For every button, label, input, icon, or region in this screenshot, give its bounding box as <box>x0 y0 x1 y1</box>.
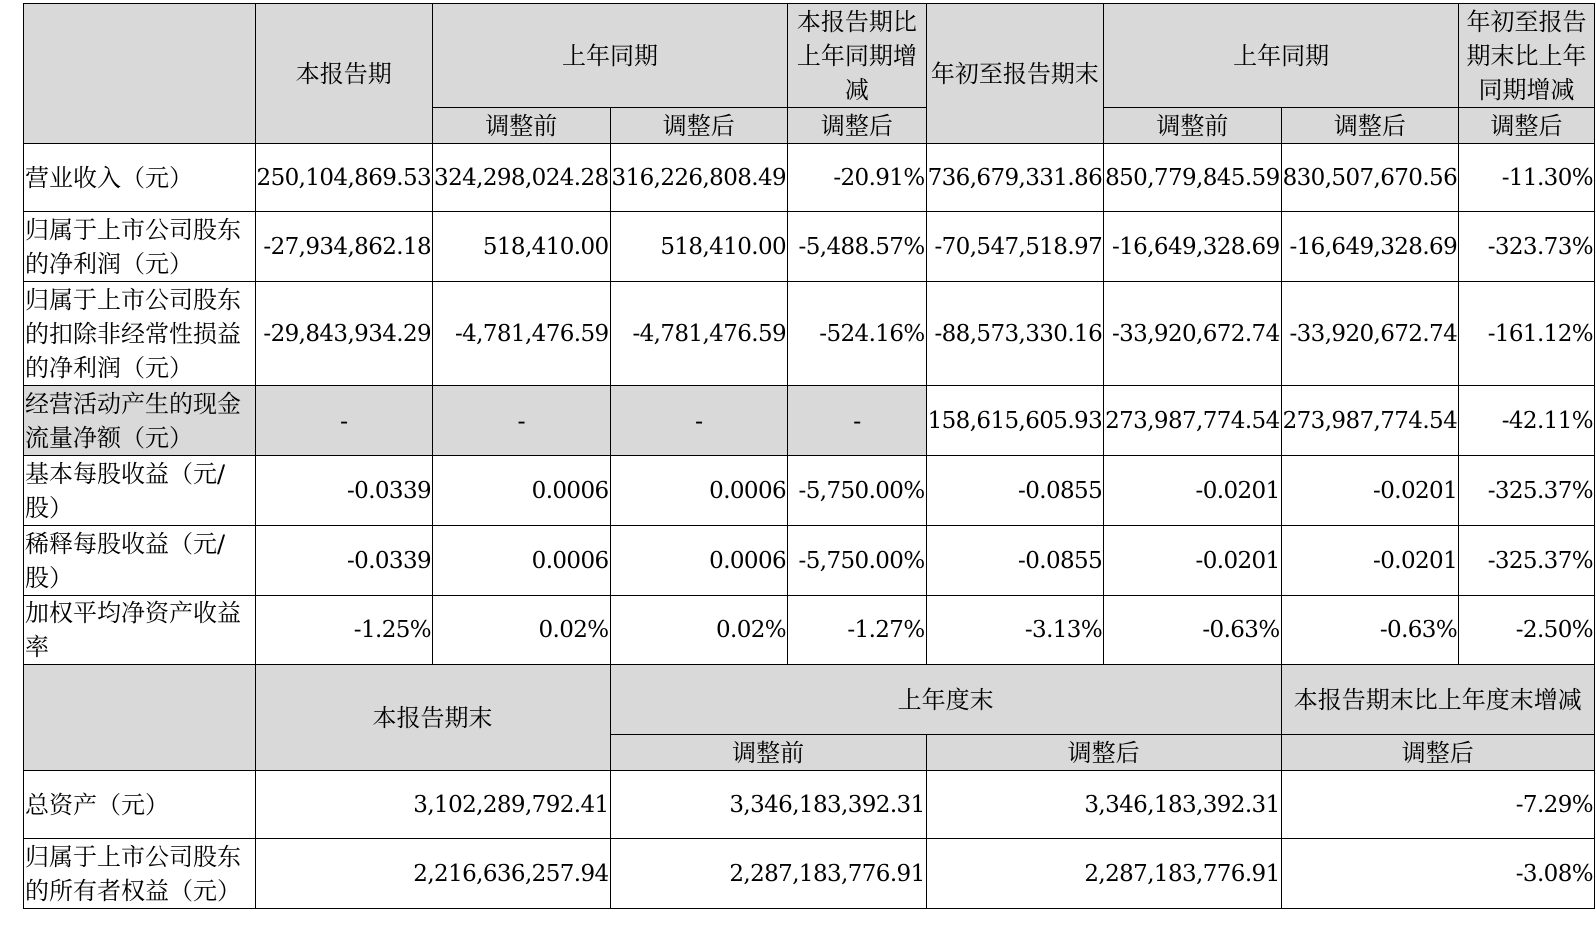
col-subheader-balance-before-adj: 调整前 <box>610 735 926 771</box>
balance-header-corner-cell <box>24 665 256 771</box>
table-cell: -0.0855 <box>926 526 1104 596</box>
table-cell: -3.13% <box>926 596 1104 665</box>
table-cell: -4,781,476.59 <box>610 282 788 386</box>
table-cell: -33,920,672.74 <box>1104 282 1282 386</box>
col-header-period-change: 本报告期比上年同期增减 <box>788 4 927 108</box>
col-header-ytd-last-year: 上年同期 <box>1104 4 1459 108</box>
table-cell: 518,410.00 <box>433 212 611 282</box>
table-cell: 2,287,183,776.91 <box>610 839 926 909</box>
col-header-period-end-change: 本报告期末比上年度末增减 <box>1281 665 1594 735</box>
table-cell: -5,488.57% <box>788 212 927 282</box>
table-cell: -0.0339 <box>255 526 433 596</box>
table-cell: -0.0201 <box>1281 456 1459 526</box>
table-cell: 250,104,869.53 <box>255 144 433 212</box>
table-cell: -4,781,476.59 <box>433 282 611 386</box>
col-subheader-before-adj: 调整前 <box>433 108 611 144</box>
table-row <box>24 771 1595 839</box>
financial-data-table <box>23 3 1595 909</box>
row-label: 稀释每股收益（元/股） <box>24 526 256 596</box>
table-cell: -27,934,862.18 <box>255 212 433 282</box>
table-cell: - <box>433 386 611 456</box>
table-cell: 3,346,183,392.31 <box>926 771 1281 839</box>
col-header-period-end: 本报告期末 <box>255 665 610 771</box>
table-cell: - <box>788 386 927 456</box>
col-header-current-period: 本报告期 <box>255 4 433 144</box>
col-subheader-ytd-before-adj: 调整前 <box>1104 108 1282 144</box>
table-cell: 0.0006 <box>433 456 611 526</box>
row-label: 归属于上市公司股东的所有者权益（元） <box>24 839 256 909</box>
table-cell: -29,843,934.29 <box>255 282 433 386</box>
header-row <box>24 4 1595 108</box>
balance-header-row <box>24 665 1595 735</box>
table-cell: -323.73% <box>1459 212 1595 282</box>
table-cell: -88,573,330.16 <box>926 282 1104 386</box>
table-cell: -5,750.00% <box>788 526 927 596</box>
col-subheader-ytd-after-adj: 调整后 <box>1281 108 1459 144</box>
table-row <box>24 839 1595 909</box>
row-label: 营业收入（元） <box>24 144 256 212</box>
row-label: 基本每股收益（元/股） <box>24 456 256 526</box>
table-cell: -325.37% <box>1459 456 1595 526</box>
table-cell: -1.27% <box>788 596 927 665</box>
table-cell: 3,102,289,792.41 <box>255 771 610 839</box>
col-subheader-after-adj: 调整后 <box>610 108 788 144</box>
table-cell: -0.0855 <box>926 456 1104 526</box>
table-cell: 518,410.00 <box>610 212 788 282</box>
col-subheader-balance-change-after-adj: 调整后 <box>1281 735 1594 771</box>
table-cell: -42.11% <box>1459 386 1595 456</box>
table-cell: 3,346,183,392.31 <box>610 771 926 839</box>
table-cell: 0.02% <box>610 596 788 665</box>
table-cell: 850,779,845.59 <box>1104 144 1282 212</box>
row-label: 归属于上市公司股东的净利润（元） <box>24 212 256 282</box>
table-cell: -524.16% <box>788 282 927 386</box>
table-row <box>24 282 1595 386</box>
table-cell: 2,287,183,776.91 <box>926 839 1281 909</box>
col-subheader-period-change-after-adj: 调整后 <box>788 108 927 144</box>
table-cell: -5,750.00% <box>788 456 927 526</box>
table-cell: -0.0201 <box>1104 526 1282 596</box>
table-cell: -3.08% <box>1281 839 1594 909</box>
table-cell: -16,649,328.69 <box>1281 212 1459 282</box>
table-cell: 2,216,636,257.94 <box>255 839 610 909</box>
row-label: 加权平均净资产收益率 <box>24 596 256 665</box>
table-cell: 0.02% <box>433 596 611 665</box>
col-header-same-period-last-year: 上年同期 <box>433 4 788 108</box>
table-cell: -161.12% <box>1459 282 1595 386</box>
table-cell: 0.0006 <box>610 456 788 526</box>
table-cell: 830,507,670.56 <box>1281 144 1459 212</box>
table-cell: -11.30% <box>1459 144 1595 212</box>
table-row <box>24 144 1595 212</box>
table-row <box>24 212 1595 282</box>
table-cell: -16,649,328.69 <box>1104 212 1282 282</box>
col-subheader-ytd-change-after-adj: 调整后 <box>1459 108 1595 144</box>
table-cell: -0.63% <box>1281 596 1459 665</box>
table-cell: -7.29% <box>1281 771 1594 839</box>
table-cell: 0.0006 <box>433 526 611 596</box>
table-cell: - <box>610 386 788 456</box>
table-cell: -70,547,518.97 <box>926 212 1104 282</box>
table-cell: -0.0201 <box>1104 456 1282 526</box>
table-cell: -0.63% <box>1104 596 1282 665</box>
table-cell: -0.0201 <box>1281 526 1459 596</box>
row-label: 归属于上市公司股东的扣除非经常性损益的净利润（元） <box>24 282 256 386</box>
table-cell: 316,226,808.49 <box>610 144 788 212</box>
table-cell: - <box>255 386 433 456</box>
table-cell: 273,987,774.54 <box>1104 386 1282 456</box>
table-row <box>24 386 1595 456</box>
table-row <box>24 526 1595 596</box>
col-header-ytd: 年初至报告期末 <box>926 4 1104 144</box>
table-cell: -2.50% <box>1459 596 1595 665</box>
header-corner-cell <box>24 4 256 144</box>
table-cell: -0.0339 <box>255 456 433 526</box>
col-subheader-balance-after-adj: 调整后 <box>926 735 1281 771</box>
table-cell: -1.25% <box>255 596 433 665</box>
col-header-ytd-change: 年初至报告期末比上年同期增减 <box>1459 4 1595 108</box>
table-row <box>24 596 1595 665</box>
table-cell: 0.0006 <box>610 526 788 596</box>
table-row <box>24 456 1595 526</box>
col-header-last-year-end: 上年度末 <box>610 665 1281 735</box>
table-cell: -20.91% <box>788 144 927 212</box>
table-cell: -33,920,672.74 <box>1281 282 1459 386</box>
table-cell: 158,615,605.93 <box>926 386 1104 456</box>
row-label: 总资产（元） <box>24 771 256 839</box>
table-cell: -325.37% <box>1459 526 1595 596</box>
table-cell: 273,987,774.54 <box>1281 386 1459 456</box>
table-cell: 324,298,024.28 <box>433 144 611 212</box>
table-cell: 736,679,331.86 <box>926 144 1104 212</box>
row-label: 经营活动产生的现金流量净额（元） <box>24 386 256 456</box>
